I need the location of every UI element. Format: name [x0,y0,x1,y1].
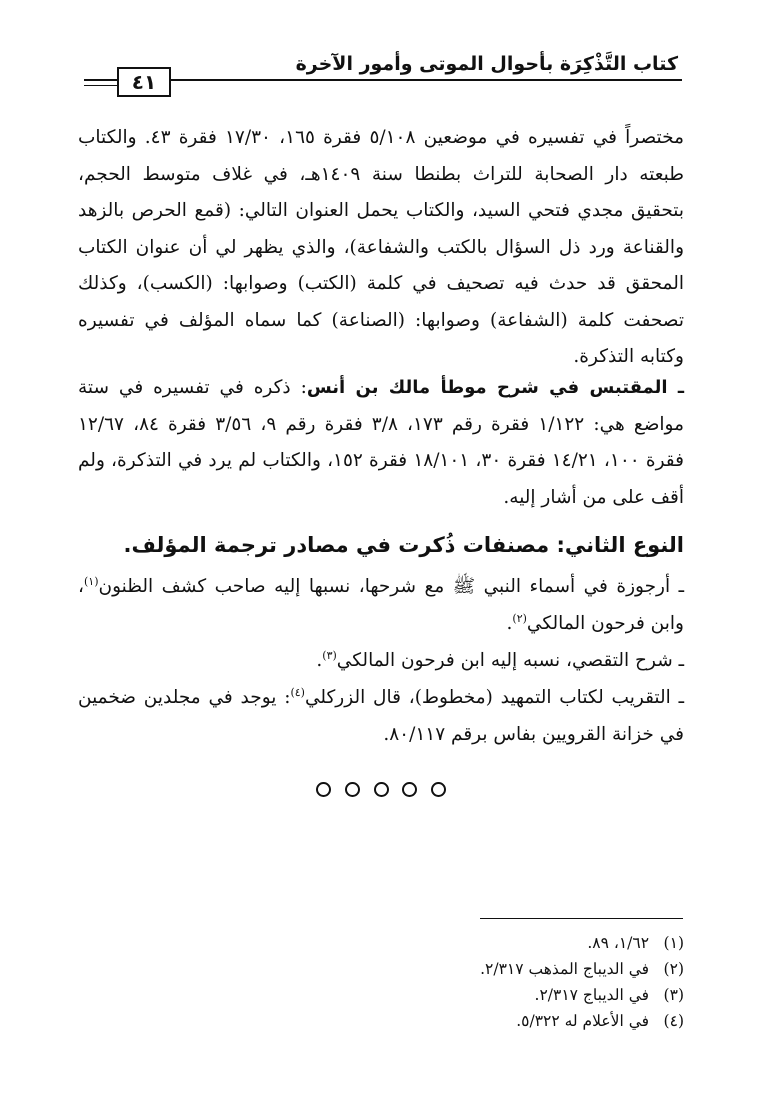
list-item-text: ـ التقريب لكتاب التمهيد (مخطوط)، قال الزركلي [304,687,684,708]
footnote-item [264,982,684,1008]
header-rule [84,79,682,81]
ornament-ring-icon [316,782,331,797]
footnote-item [264,1008,684,1034]
running-header-title: كتاب التَّذْكِرَة بأحوال الموتى وأمور الآخرة [295,53,678,75]
paragraph-continuation: مختصراً في تفسيره في موضعين ٥/١٠٨ فقرة ١٦٥، ١٧/٣٠ فقرة ٤٣. والكتاب طبعته دار الصحابة للتراث بطنطا سنة ١٤٠٩هـ، في غلاف متوسط الحجم، بتحقيق مجدي فتحي السيد، والكتاب يحمل العنوان التالي: (قمع الحرص بالزهد والقناعة ورد ذل السؤال بالكتب والشفاعة)، والذي يظهر لي أن عنوان الكتاب المحقق قد حدث فيه تصحيف في كلمة (الكتب) وصوابها: (الكسب)، وكذلك تصحفت كلمة (الشفاعة) وصوابها: (الصناعة) كما سماه المؤلف في تفسيره وكتابه التذكرة. [78,127,684,367]
footnote-text: ١/٦٢، ٨٩. [587,934,650,952]
list-item-text: . [316,650,323,671]
list-item-taqassi [78,643,684,680]
footnote-ref-1[interactable]: (١) [83,574,99,588]
book-title-muqtabas: ـ المقتبس في شرح موطأ مالك بن أنس [306,377,685,398]
ornament-ring-icon [374,782,389,797]
footnote-text: في الأعلام له ٥/٣٢٢. [516,1012,650,1030]
section-heading: النوع الثاني: مصنفات ذُكرت في مصادر ترجمة المؤلف. [123,533,684,557]
section-end-ornament [316,778,446,800]
footnote-ref-3[interactable]: (٣) [322,648,337,662]
list-item-text: ، وابن فرحون المالكي [78,576,684,634]
list-item-taqrib [78,680,684,753]
footnote-ref-4[interactable]: (٤) [290,685,305,699]
ornament-ring-icon [345,782,360,797]
footnote-item [264,956,684,982]
footnote-separator [480,918,683,919]
footnote-number: (٣) [663,986,684,1004]
list-item-text: . [506,612,513,634]
list-item-text: ـ أرجوزة في أسماء النبي ﷺ مع شرحها، نسبها إليه صاحب كشف الظنون [98,576,684,597]
footnote-number: (٢) [663,960,684,978]
footnote-text: في الديباج ٢/٣١٧. [534,986,650,1004]
header-rule-short [84,85,118,86]
ornament-ring-icon [402,782,417,797]
footnote-text: في الديباج المذهب ٢/٣١٧. [480,960,650,978]
footnotes [264,930,684,1034]
paragraph-muqtabas [78,370,684,516]
footnote-number: (١) [663,934,684,952]
list-item-text: ـ شرح التقصي، نسبه إليه ابن فرحون المالكي [336,650,684,671]
paragraph-muqtabas-text: : ذكره في تفسيره في ستة مواضع هي: ١/١٢٢ فقرة رقم ١٧٣، ٣/٨ فقرة رقم ٩، ٣/٥٦ فقرة ٨٤، ١٢/٦٧ فقرة ١٠٠، ١٤/٢١ فقرة ٣٠، ١٨/١٠١ فقرة ١٥٢، والكتاب لم يرد في التذكرة، ولم أقف على من أشار إليه. [78,377,685,508]
page-number: ٤١ [117,67,171,97]
ornament-ring-icon [431,782,446,797]
footnote-item [264,930,684,956]
list-item-text: : يوجد في مجلدين ضخمين في خزانة القرويين بفاس برقم ٨٠/١١٧. [78,687,684,745]
footnote-ref-2[interactable]: (٢) [512,611,527,625]
footnote-number: (٤) [663,1012,684,1030]
list-item-urjuza [78,569,684,642]
